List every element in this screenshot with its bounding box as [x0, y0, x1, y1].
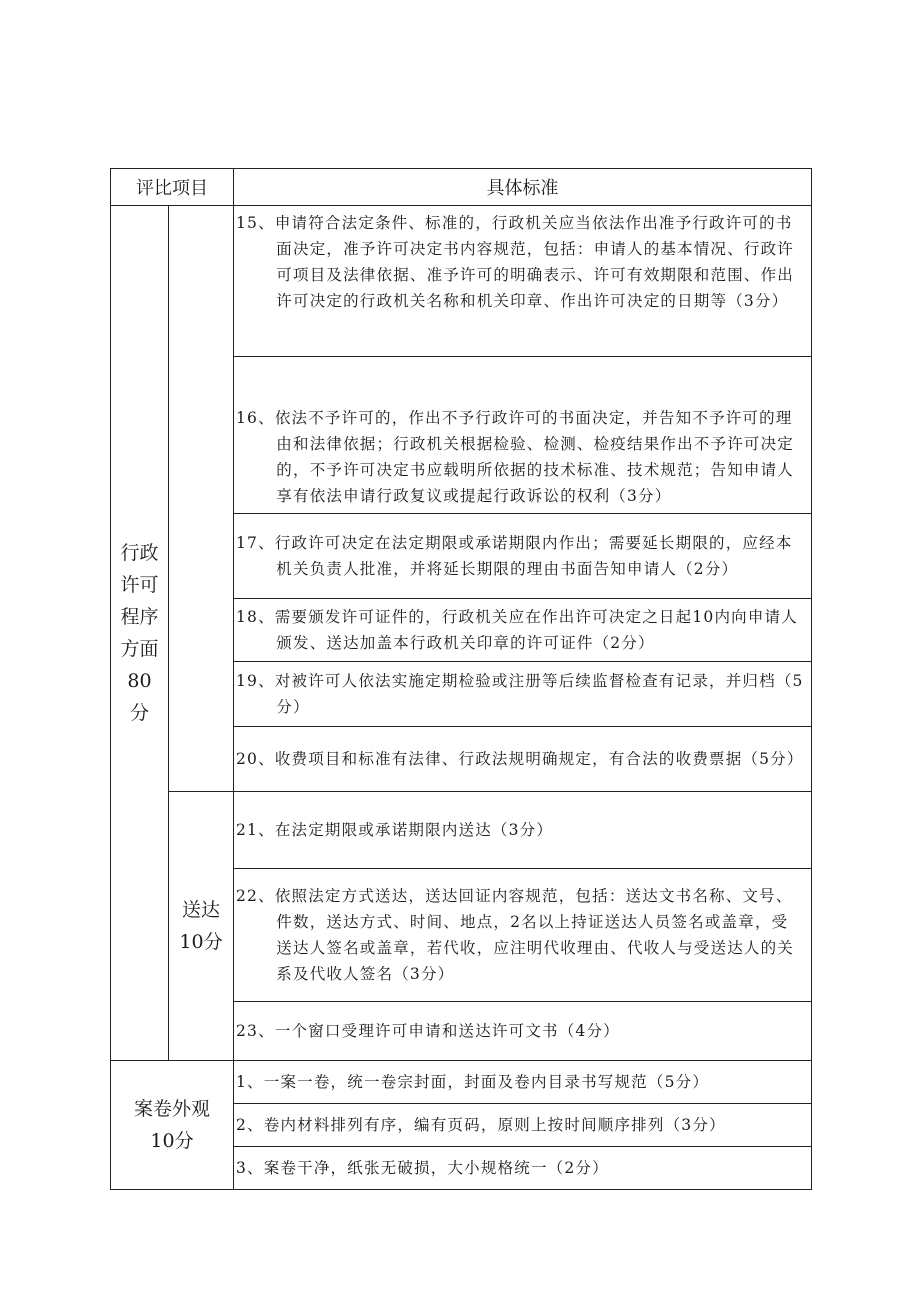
evaluation-table: [110, 168, 812, 1190]
category-line: 分: [129, 702, 149, 724]
category-line: 许可: [120, 574, 159, 596]
criterion-23: 23、一个窗口受理许可申请和送达许可文书（4分）: [234, 1002, 812, 1061]
criterion-18: 18、需要颁发许可证件的，行政机关应在作出许可决定之日起10内向申请人颁发、送达加盖本行政机关印章的许可证件（2分）: [234, 599, 812, 662]
criterion-17: 17、行政许可决定在法定期限或承诺期限内作出；需要延长期限的，应经本机关负责人批准，并将延长期限的理由书面告知申请人（2分）: [234, 514, 812, 599]
header-project: 评比项目: [111, 169, 234, 206]
appearance-3: 3、案卷干净，纸张无破损，大小规格统一（2分）: [234, 1147, 812, 1190]
criterion-19: 19、对被许可人依法实施定期检验或注册等后续监督检查有记录，并归档（5分）: [234, 662, 812, 727]
table-header-row: [111, 169, 812, 206]
criterion-16: 16、依法不予许可的，作出不予行政许可的书面决定，并告知不予许可的理由和法律依据；行政机关根据检验、检测、检疫结果作出不予许可决定的，不予许可决定书应载明所依据的技术标准、技术规范；告知申请人享有依法申请行政复议或提起行政诉讼的权利（3分）: [234, 357, 812, 514]
category-line: 程序: [120, 606, 159, 628]
criterion-21: 21、在法定期限或承诺期限内送达（3分）: [234, 792, 812, 869]
criterion-22: 22、依照法定方式送达，送达回证内容规范，包括：送达文书名称、文号、件数，送达方式、时间、地点，2名以上持证送达人员签名或盖章，受送达人签名或盖章，若代收，应注明代收理由、代收人与受送达人的关系及代收人签名（3分）: [234, 869, 812, 1002]
category-admin-permit: [111, 206, 169, 1061]
appearance-1: 1、一案一卷，统一卷宗封面，封面及卷内目录书写规范（5分）: [234, 1061, 812, 1104]
subcategory-line: 10分: [179, 931, 223, 953]
appearance-2: 2、卷内材料排列有序，编有页码，原则上按时间顺序排列（3分）: [234, 1104, 812, 1147]
header-criteria: 具体标准: [234, 169, 812, 206]
criterion-15: 15、申请符合法定条件、标准的，行政机关应当依法作出准予行政许可的书面决定，准予许可决定书内容规范，包括：申请人的基本情况、行政许可项目及法律依据、准予许可的明确表示、许可有效期限和范围、作出许可决定的行政机关名称和机关印章、作出许可决定的日期等（3分）: [234, 206, 812, 357]
subcategory-line: 送达: [181, 899, 220, 921]
category-file-appearance: [111, 1061, 234, 1190]
category-line: 方面: [120, 638, 159, 660]
criterion-20: 20、收费项目和标准有法律、行政法规明确规定，有合法的收费票据（5分）: [234, 727, 812, 792]
subcategory-delivery: [169, 792, 234, 1061]
subcategory-blank: [169, 206, 234, 792]
table-row: [111, 792, 812, 869]
category-line: 行政: [120, 542, 159, 564]
category-line: 80: [127, 670, 152, 692]
category-line: 10分: [150, 1130, 194, 1152]
category-line: 案卷外观: [133, 1098, 210, 1120]
table-row: [111, 206, 812, 357]
table-row: [111, 1061, 812, 1104]
